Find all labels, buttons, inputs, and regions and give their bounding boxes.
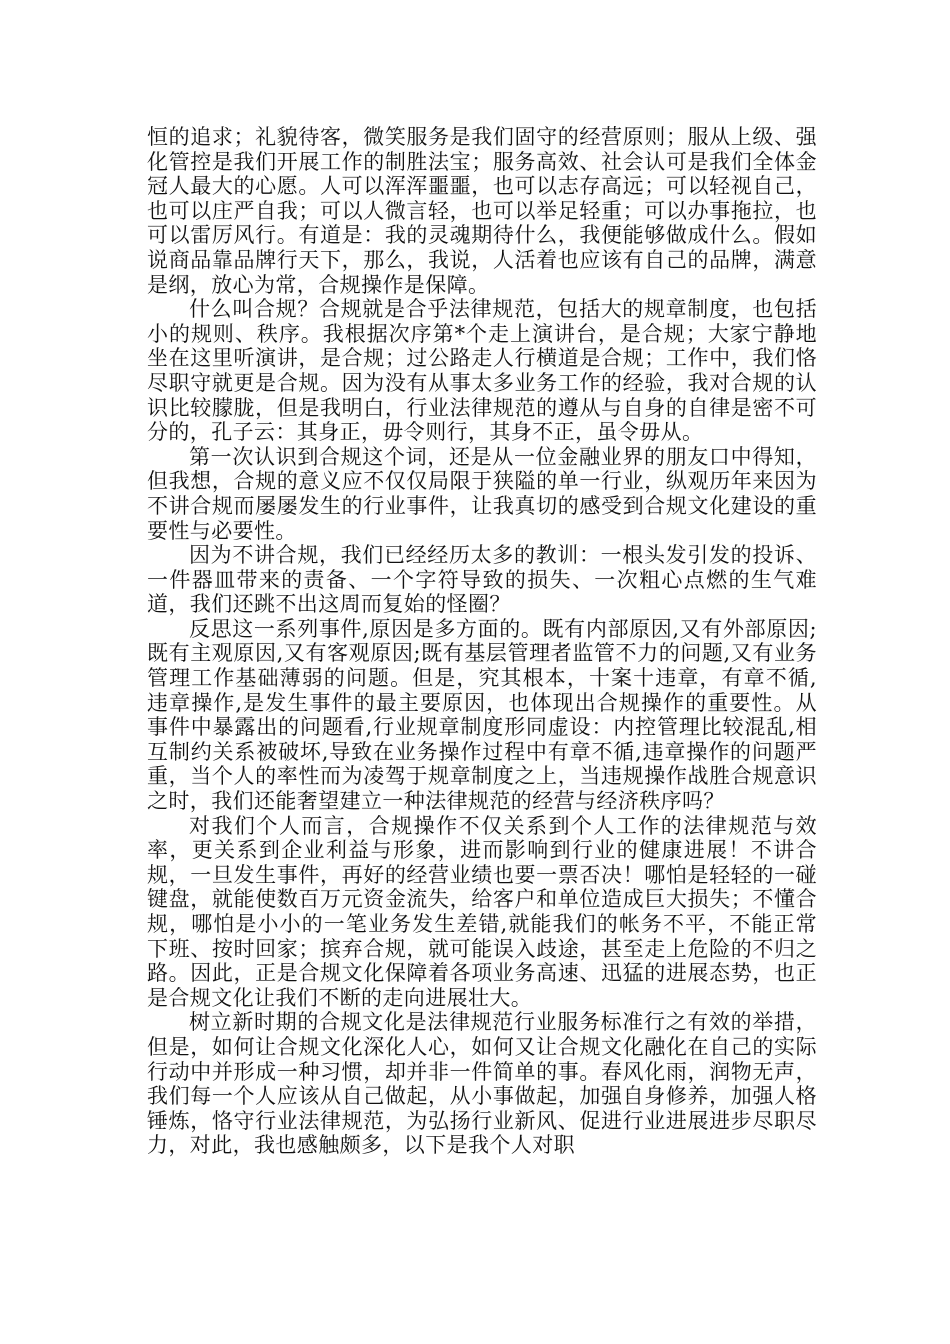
paragraph-6: 对我们个人而言，合规操作不仅关系到个人工作的法律规范与效率，更关系到企业利益与形象，进而影响到行业的健康进展！不讲合规，一旦发生事件，再好的经营业绩也要一票否决！哪怕是轻轻的一碰键盘，就能使数百万元资金流失，给客户和单位造成巨大损失；不懂合规，哪怕是小小的一笔业务发生差错,就能我们的帐务不平，不能正常下班、按时回家；摈弃合规，就可能误入歧途，甚至走上危险的不归之路。因此，正是合规文化保障着各项业务高速、迅猛的进展态势，也正是合规文化让我们不断的走向进展壮大。: [147, 813, 817, 1010]
paragraph-3: 第一次认识到合规这个词，还是从一位金融业界的朋友口中得知，但我想，合规的意义应不仅仅局限于狭隘的单一行业，纵观历年来因为不讲合规而屡屡发生的行业事件，让我真切的感受到合规文化建设的重要性与必要性。: [147, 444, 817, 543]
document-body: [147, 125, 817, 1158]
paragraph-2: 什么叫合规？合规就是合乎法律规范，包括大的规章制度，也包括小的规则、秩序。我根据次序第*个走上演讲台，是合规；大家宁静地坐在这里听演讲，是合规；过公路走人行横道是合规；工作中，我们恪尽职守就更是合规。因为没有从事太多业务工作的经验，我对合规的认识比较朦胧，但是我明白，行业法律规范的遵从与自身的自律是密不可分的，孔子云：其身正，毋令则行，其身不正，虽令毋从。: [147, 297, 817, 445]
paragraph-5: 反思这一系列事件,原因是多方面的。既有内部原因,又有外部原因;既有主观原因,又有客观原因;既有基层管理者监管不力的问题,又有业务管理工作基础薄弱的问题。但是，究其根本，十案十违章，有章不循,违章操作,是发生事件的最主要原因，也体现出合规操作的重要性。从事件中暴露出的问题看,行业规章制度形同虚设：内控管理比较混乱,相互制约关系被破坏,导致在业务操作过程中有章不循,违章操作的问题严重，当个人的率性而为凌驾于规章制度之上，当违规操作战胜合规意识之时，我们还能奢望建立一种法律规范的经营与经济秩序吗？: [147, 616, 817, 814]
paragraph-4: 因为不讲合规，我们已经经历太多的教训：一根头发引发的投诉、一件器皿带来的责备、一个字符导致的损失、一次粗心点燃的生气难道，我们还跳不出这周而复始的怪圈？: [147, 543, 817, 617]
paragraph-1: 恒的追求；礼貌待客，微笑服务是我们固守的经营原则；服从上级、强化管控是我们开展工作的制胜法宝；服务高效、社会认可是我们全体金冠人最大的心愿。人可以浑浑噩噩，也可以志存高远；可以轻视自己，也可以庄严自我；可以人微言轻，也可以举足轻重；可以办事拖拉，也可以雷厉风行。有道是：我的灵魂期待什么，我便能够做成什么。假如说商品靠品牌行天下，那么，我说，人活着也应该有自己的品牌，满意是纲，放心为常，合规操作是保障。: [147, 125, 817, 297]
paragraph-7: 树立新时期的合规文化是法律规范行业服务标准行之有效的举措，但是，如何让合规文化深化人心，如何又让合规文化融化在自己的实际行动中并形成一种习惯，却并非一件简单的事。春风化雨，润物无声，我们每一个人应该从自己做起，从小事做起，加强自身修养，加强人格锤炼，恪守行业法律规范，为弘扬行业新风、促进行业进展进步尽职尽力，对此，我也感触颇多，以下是我个人对职: [147, 1010, 817, 1158]
